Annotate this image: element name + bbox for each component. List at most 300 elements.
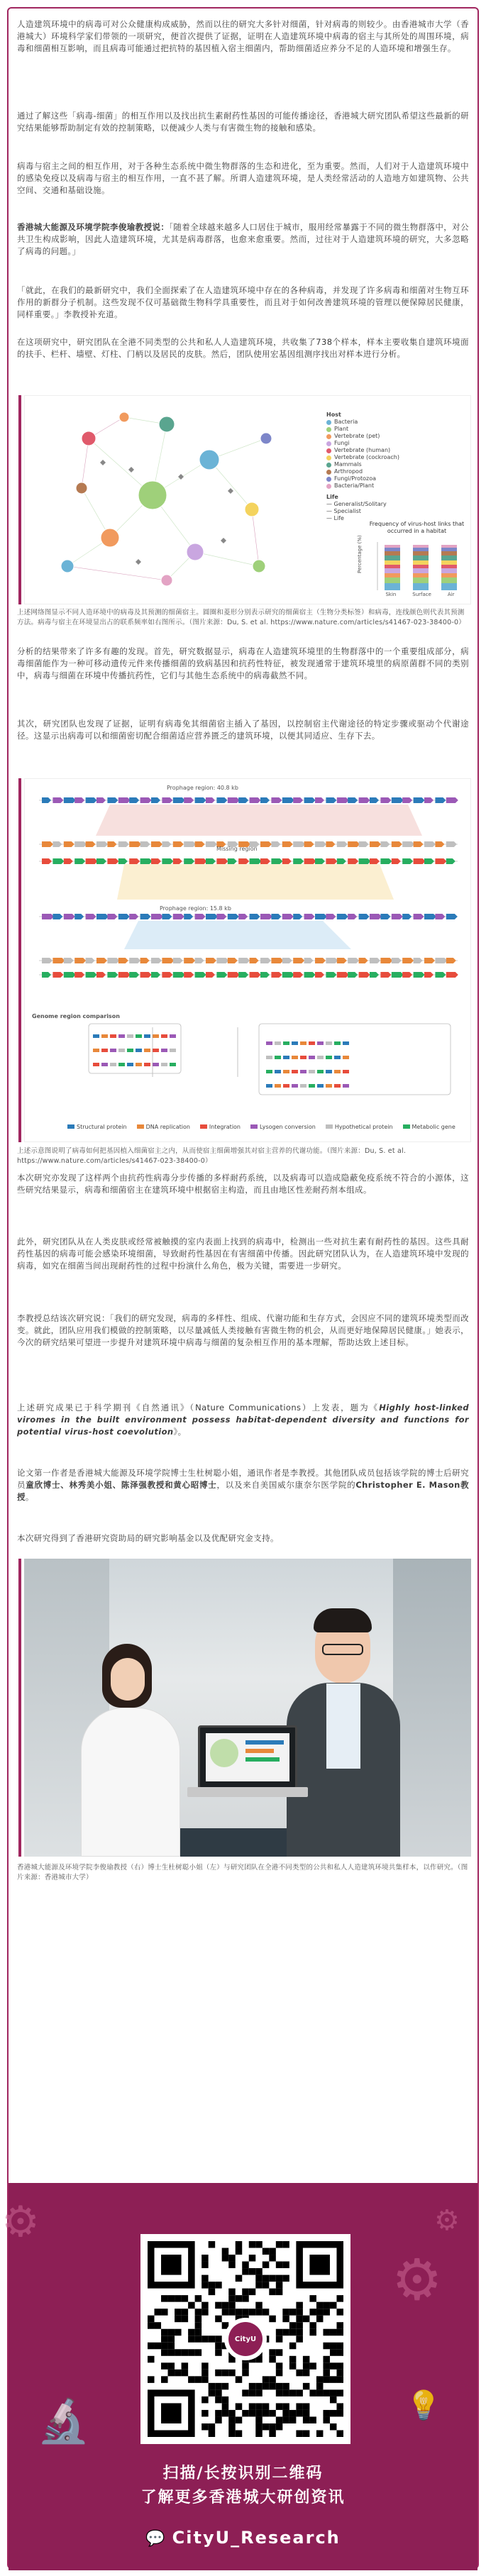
gene-block (343, 1056, 349, 1059)
qr-module (276, 2262, 283, 2269)
figure-2-caption: 上述示意图说明了病毒如何把基因植入细菌宿主之内，从而使宿主细菌增强其对宿主营养的代谢功能。（图片来源：Du, S. et al. https://www.nature.com/articles/s41467-023-38400-0） (17, 1147, 407, 1165)
gene-legend-item (137, 1124, 190, 1130)
woman-labcoat (81, 1708, 180, 1857)
legend-swatch (326, 470, 331, 475)
gene-arrow (64, 797, 76, 803)
qr-module (168, 2362, 175, 2370)
gene-block (153, 1063, 159, 1066)
gene-block (101, 1049, 108, 1052)
host-legend-item (326, 440, 399, 447)
qr-module (215, 2343, 222, 2350)
account-handle-text: CityU_Research (172, 2528, 341, 2548)
gene-arrow (42, 958, 53, 963)
laptop-base (187, 1787, 308, 1797)
qr-module (249, 2309, 256, 2316)
qr-module (336, 2343, 343, 2350)
gene-arrow (359, 972, 370, 978)
gene-arrow (260, 914, 272, 919)
qr-module (303, 2410, 310, 2417)
gene-block (343, 1070, 349, 1073)
gene-block (317, 1056, 324, 1059)
qr-module (201, 2335, 209, 2343)
habitat-bar-segment (441, 577, 457, 583)
qr-module (249, 2383, 256, 2390)
qr-module (269, 2275, 276, 2282)
gene-arrow (86, 797, 97, 803)
qr-module (296, 2389, 303, 2397)
qr-module (289, 2356, 297, 2363)
qr-module (195, 2349, 202, 2356)
qr-module (263, 2403, 270, 2410)
qr-module (263, 2423, 270, 2431)
gene-arrow (216, 797, 227, 803)
gene-arrow (162, 797, 172, 803)
qr-module (175, 2349, 182, 2356)
qr-module (296, 2322, 303, 2329)
gene-arrow (304, 914, 315, 919)
gene-arrow (118, 858, 128, 864)
intro-paragraph-1: 人造建筑环境中的病毒可对公众健康构成威胁，然而以往的研究大多针对细菌，针对病毒的则较少。由香港城市大学（香港城大）环境科学家们带领的一项研究，便首次提供了证据，证明在人造建筑环境中病毒的宿主与其所处的周围环境，病毒和细菌相互影响，而且病毒可能通过把抗特的基因植入宿主细菌内，帮助细菌适应养分不足的人造环境和增强生存。 (17, 19, 469, 53)
qr-module (249, 2241, 256, 2248)
gene-block (300, 1070, 306, 1073)
habitat-bar-segment (385, 545, 400, 548)
qr-module (209, 2241, 216, 2248)
gene-arrow (359, 797, 370, 803)
qr-module (323, 2362, 330, 2370)
habitat-bar-segment (385, 565, 400, 568)
qr-module (228, 2416, 236, 2423)
gene-block (326, 1084, 332, 1088)
gene-arrow (326, 858, 337, 864)
gene-arrow (271, 958, 283, 963)
gene-arrow (42, 841, 53, 847)
gene-block (127, 1063, 133, 1066)
qr-module (201, 2370, 209, 2377)
gene-arrow (337, 797, 349, 803)
habitat-bar-segment (441, 560, 457, 565)
qr-module (242, 2289, 249, 2296)
qr-module (242, 2262, 249, 2269)
qr-module (316, 2389, 324, 2397)
gene-arrow (53, 958, 65, 963)
prophage-label-1: Prophage region: 40.8 kb (167, 785, 238, 791)
legend-swatch (326, 434, 331, 439)
qr-module (148, 2343, 155, 2350)
qr-module (323, 2329, 330, 2336)
habitat-label: Skin (385, 592, 397, 597)
qr-module (255, 2241, 263, 2248)
qr-module (215, 2416, 222, 2423)
gene-arrow (74, 797, 84, 803)
qr-module (228, 2423, 236, 2431)
qr-module (255, 2410, 263, 2417)
qr-module (236, 2295, 243, 2302)
gene-arrow (206, 797, 215, 803)
gene-arrow (424, 914, 436, 919)
gene-arrow (206, 958, 216, 963)
qr-module (276, 2241, 283, 2248)
gene-block (93, 1049, 99, 1052)
qr-module (255, 2302, 263, 2309)
gene-arrow (337, 858, 346, 864)
gear-icon: ⚙ (1, 2197, 40, 2247)
legend-label: Bacteria (334, 419, 358, 425)
gene-block (334, 1070, 341, 1073)
gene-arrow (315, 797, 324, 803)
gene-arrow (370, 958, 380, 963)
paragraph-14: 本次研究得到了香港研究资助局的研究影响基金以及优配研究金支持。 (17, 1533, 279, 1543)
gene-arrow (86, 858, 98, 864)
qr-module (282, 2309, 289, 2316)
qr-module (148, 2376, 155, 2383)
scan-subtitle: 了解更多香港城大研创资讯 (140, 2489, 346, 2506)
qr-module (161, 2376, 168, 2383)
qr-module (201, 2376, 209, 2383)
qr-module (249, 2389, 256, 2397)
gene-block (343, 1084, 349, 1088)
qr-module (323, 2302, 330, 2309)
qr-module (282, 2383, 289, 2390)
qr-module (255, 2268, 263, 2275)
gene-arrow (315, 972, 324, 978)
qr-module (228, 2295, 236, 2302)
lab-cabinet (393, 1559, 471, 1857)
life-legend-item: — Life (326, 515, 344, 521)
legend-label: Fungi/Protozoa (334, 475, 377, 482)
gene-block (93, 1063, 99, 1066)
gene-arrow (260, 972, 270, 978)
qr-module (282, 2410, 289, 2417)
gene-arrow (140, 914, 151, 919)
microscope-icon: 🔬 (37, 2397, 90, 2446)
gene-arrow (282, 858, 292, 864)
qr-module (195, 2335, 202, 2343)
gene-block (110, 1049, 116, 1052)
gene-arrow (271, 797, 282, 803)
gene-arrow (260, 797, 270, 803)
gene-arrow (216, 972, 227, 978)
gene-arrow (216, 858, 228, 864)
gene-arrow (118, 972, 131, 978)
qr-module (161, 2309, 168, 2316)
qr-module (269, 2255, 276, 2262)
gene-block (275, 1070, 281, 1073)
qr-module (255, 2309, 263, 2316)
habitat-bar-segment (413, 577, 429, 583)
qr-module (236, 2241, 243, 2248)
photo-caption: 香港城大能源及环境学院李俊瑜教授（右）博士生杜树聪小姐（左）与研究团队在全港不同类型的公共和私人人造建筑环境共集样本，以作研究。（图片来源：香港城市大学） (17, 1864, 468, 1881)
region-comparison-label: Genome region comparison (32, 1013, 120, 1019)
laptop-screen (198, 1725, 297, 1789)
qr-module (242, 2362, 249, 2370)
gene-arrow (107, 972, 118, 978)
gene-block (309, 1041, 315, 1045)
qr-module (148, 2316, 155, 2323)
figure-2-genome-map (24, 778, 471, 1142)
qr-module (222, 2248, 229, 2255)
gene-arrow (74, 958, 86, 963)
habitat-bar-segment (385, 551, 400, 555)
qr-module (215, 2383, 222, 2390)
gene-arrow (435, 858, 446, 864)
gene-arrow (348, 841, 360, 847)
gene-arrow (282, 914, 294, 919)
host-legend-item (326, 482, 399, 490)
gene-arrow (64, 958, 74, 963)
authors-mid: ，以及来自美国威尔康奈尔医学院的 (216, 1480, 356, 1490)
host-legend-item (326, 419, 399, 426)
habitat-bar-segment (441, 545, 457, 548)
gene-block (326, 1056, 332, 1059)
gene-arrow (315, 914, 327, 919)
qr-module (222, 2309, 229, 2316)
legend-label: Vertebrate (pet) (334, 433, 380, 439)
qr-module (276, 2335, 283, 2343)
host-legend-item (326, 454, 399, 461)
gene-arrow (107, 797, 118, 803)
paragraph-5: 「就此，在我们的最新研究中，我们全面探索了在人造建筑环境中存在的各种病毒，并发现了许多病毒和细菌对生物互环作用的新群分子机制。这些发现不仅可基础微生物科学具重要性，而且对于如何改善建筑环境的管理以便保障居民健康，同样重要。」李教授补充道。 (17, 285, 469, 319)
gene-arrow (370, 858, 380, 864)
gene-arrow (96, 914, 109, 919)
qr-module (309, 2309, 316, 2316)
gene-arrow (304, 841, 314, 847)
qr-module (289, 2410, 297, 2417)
qr-module (168, 2329, 175, 2336)
qr-module (296, 2335, 303, 2343)
gene-arrow (359, 841, 369, 847)
habitat-bar-segment (413, 548, 429, 551)
legend-swatch (326, 455, 331, 460)
gene-arrow (162, 841, 171, 847)
gene-arrow (271, 914, 281, 919)
gene-arrow (118, 958, 128, 963)
gene-block (144, 1049, 150, 1052)
missing-region-label: Missing region (216, 846, 258, 852)
qr-module (175, 2295, 182, 2302)
gene-arrow (206, 972, 215, 978)
qr-module (255, 2423, 263, 2431)
qr-module (201, 2423, 209, 2431)
qr-module (209, 2389, 216, 2397)
gene-block (118, 1049, 125, 1052)
gene-block (317, 1070, 324, 1073)
gene-block (292, 1084, 298, 1088)
laptop-bar (245, 1749, 274, 1753)
qr-module (236, 2430, 243, 2437)
qr-module (282, 2403, 289, 2410)
gene-arrow (107, 958, 119, 963)
gene-arrow (64, 914, 75, 919)
qr-module (222, 2302, 229, 2309)
gene-block (127, 1034, 133, 1038)
gear-icon: ⚙ (434, 2204, 460, 2237)
gene-arrow (162, 914, 172, 919)
legend-swatch (326, 448, 331, 453)
qr-module (276, 2389, 283, 2397)
prophage-label-2: Prophage region: 15.8 kb (160, 905, 231, 912)
life-legend-item: — Generalist/Solitary (326, 501, 387, 507)
gene-arrow (359, 914, 370, 919)
gene-block (136, 1049, 142, 1052)
gene-arrow (271, 841, 280, 847)
man-glasses (322, 1644, 363, 1655)
habitat-bar-segment (385, 583, 400, 590)
gene-arrow (184, 914, 193, 919)
qr-module (309, 2362, 316, 2370)
qr-module (182, 2349, 189, 2356)
gene-arrow (380, 841, 390, 847)
legend-swatch (326, 477, 331, 482)
gene-arrow (151, 858, 161, 864)
gene-block (283, 1084, 289, 1088)
qr-module (269, 2383, 276, 2390)
habitat-bar-segment (385, 577, 400, 583)
gene-block (334, 1056, 341, 1059)
qr-module (263, 2376, 270, 2383)
qr-module (269, 2316, 276, 2323)
gene-block (283, 1070, 289, 1073)
legend-label: Structural protein (77, 1124, 127, 1130)
gene-arrow (216, 958, 228, 963)
quote-paragraph (17, 221, 469, 258)
gene-arrow (53, 841, 62, 847)
qr-module (236, 2416, 243, 2423)
qr-module (175, 2329, 182, 2336)
gene-arrow (140, 972, 152, 978)
qr-module (255, 2430, 263, 2437)
qr-module (316, 2383, 324, 2390)
qr-module (236, 2403, 243, 2410)
gene-arrow (402, 797, 412, 803)
qr-module (336, 2322, 343, 2329)
qr-module (269, 2248, 276, 2255)
gene-legend (67, 1124, 455, 1130)
gene-arrow (326, 914, 336, 919)
qr-module (209, 2423, 216, 2431)
gene-arrow (206, 914, 218, 919)
gene-arrow (173, 858, 182, 864)
habitat-bar-segment (441, 573, 457, 577)
gene-arrow (195, 914, 206, 919)
qr-module (276, 2349, 283, 2356)
qr-module (188, 2376, 195, 2383)
legend-swatch (403, 1124, 410, 1129)
gene-arrow (228, 858, 237, 864)
qr-module (323, 2389, 330, 2397)
gene-arrow (348, 958, 359, 963)
gene-arrow (250, 797, 261, 803)
legend-label: Vertebrate (cockroach) (334, 454, 399, 460)
qr-promo-banner (1, 2183, 477, 2570)
qr-module (316, 2430, 324, 2437)
gene-block (309, 1056, 315, 1059)
gene-arrow (304, 797, 316, 803)
qr-module (215, 2282, 222, 2289)
gene-arrow (162, 858, 173, 864)
gene-arrow (370, 914, 382, 919)
habitat-bar-segment (413, 555, 429, 560)
gene-arrow (392, 958, 402, 963)
habitat-bar-segment (413, 583, 429, 590)
qr-module (215, 2370, 222, 2377)
qr-module (161, 2362, 168, 2370)
gene-arrow (250, 858, 262, 864)
qr-module (236, 2275, 243, 2282)
qr-module (269, 2349, 276, 2356)
gene-arrow (173, 914, 184, 919)
habitat-label: Air (447, 592, 455, 597)
qr-module (188, 2349, 195, 2356)
gene-arrow (129, 914, 138, 919)
gene-block (127, 1049, 133, 1052)
gene-block (110, 1063, 116, 1066)
qr-module (209, 2430, 216, 2437)
gene-arrow (293, 958, 304, 963)
qr-module (263, 2309, 270, 2316)
gene-block (275, 1056, 281, 1059)
gene-arrow (282, 841, 293, 847)
habitat-bar-segment (441, 583, 457, 590)
qr-module (222, 2410, 229, 2417)
paragraph-6: 在这项研究中，研究团队在全港不同类型的公共和私人人造建筑环境，共收集了738个样本，样本主要收集自建筑环境面的扶手、栏杆、墙壁、灯柱、门柄以及居民的皮肤。然后，团队使用宏基因组测序找出对样本进行分析。 (17, 337, 469, 359)
laptop-display (206, 1733, 289, 1781)
team-photo (24, 1559, 471, 1857)
gene-arrow (446, 972, 458, 978)
gene-arrow (370, 841, 381, 847)
gene-block (292, 1056, 298, 1059)
gene-block (292, 1070, 298, 1073)
gene-block (170, 1049, 176, 1052)
qr-module (168, 2335, 175, 2343)
gene-arrow (74, 914, 84, 919)
gene-arrow (151, 797, 160, 803)
gene-legend-item (67, 1124, 127, 1130)
qr-module (296, 2302, 303, 2309)
gene-arrow (392, 914, 403, 919)
qr-module (289, 2389, 297, 2397)
gene-arrow (414, 858, 426, 864)
gene-arrow (293, 972, 303, 978)
legend-label: Vertebrate (human) (334, 447, 391, 453)
habitat-bar-segment (413, 551, 429, 555)
qr-module (330, 2376, 337, 2383)
host-legend-list (326, 419, 399, 490)
gene-arrow (86, 914, 96, 919)
gene-arrow (271, 858, 282, 864)
photo-accent-bar (18, 1559, 21, 1857)
gene-arrow (424, 958, 435, 963)
cityu-logo: CityU (228, 2322, 263, 2356)
gene-arrow (173, 797, 185, 803)
qr-module (255, 2416, 263, 2423)
gene-block (93, 1034, 99, 1038)
qr-module (289, 2416, 297, 2423)
quote-body: 「随着全球越来越多人口居住于城市，服用经常暴露于不同的微生物群落中，对公共卫生构成影响，因此人造建筑环境，尤其是病毒群落，也愈来愈重要。然而，过往对于人造建筑环境的研究，大多忽略了病毒的问题。」 (17, 222, 469, 256)
qr-module (296, 2329, 303, 2336)
gene-arrow (424, 972, 433, 978)
qr-code[interactable] (140, 2234, 350, 2444)
legend-label: Mammals (334, 461, 362, 468)
qr-module (330, 2343, 337, 2350)
qr-module (168, 2370, 175, 2377)
gene-arrow (260, 958, 271, 963)
qr-module (155, 2322, 162, 2329)
qr-module (255, 2282, 263, 2289)
host-legend-title: Host (326, 411, 341, 418)
habitat-bar-segment (385, 555, 400, 560)
woman-face (111, 1658, 145, 1701)
qr-module (296, 2410, 303, 2417)
